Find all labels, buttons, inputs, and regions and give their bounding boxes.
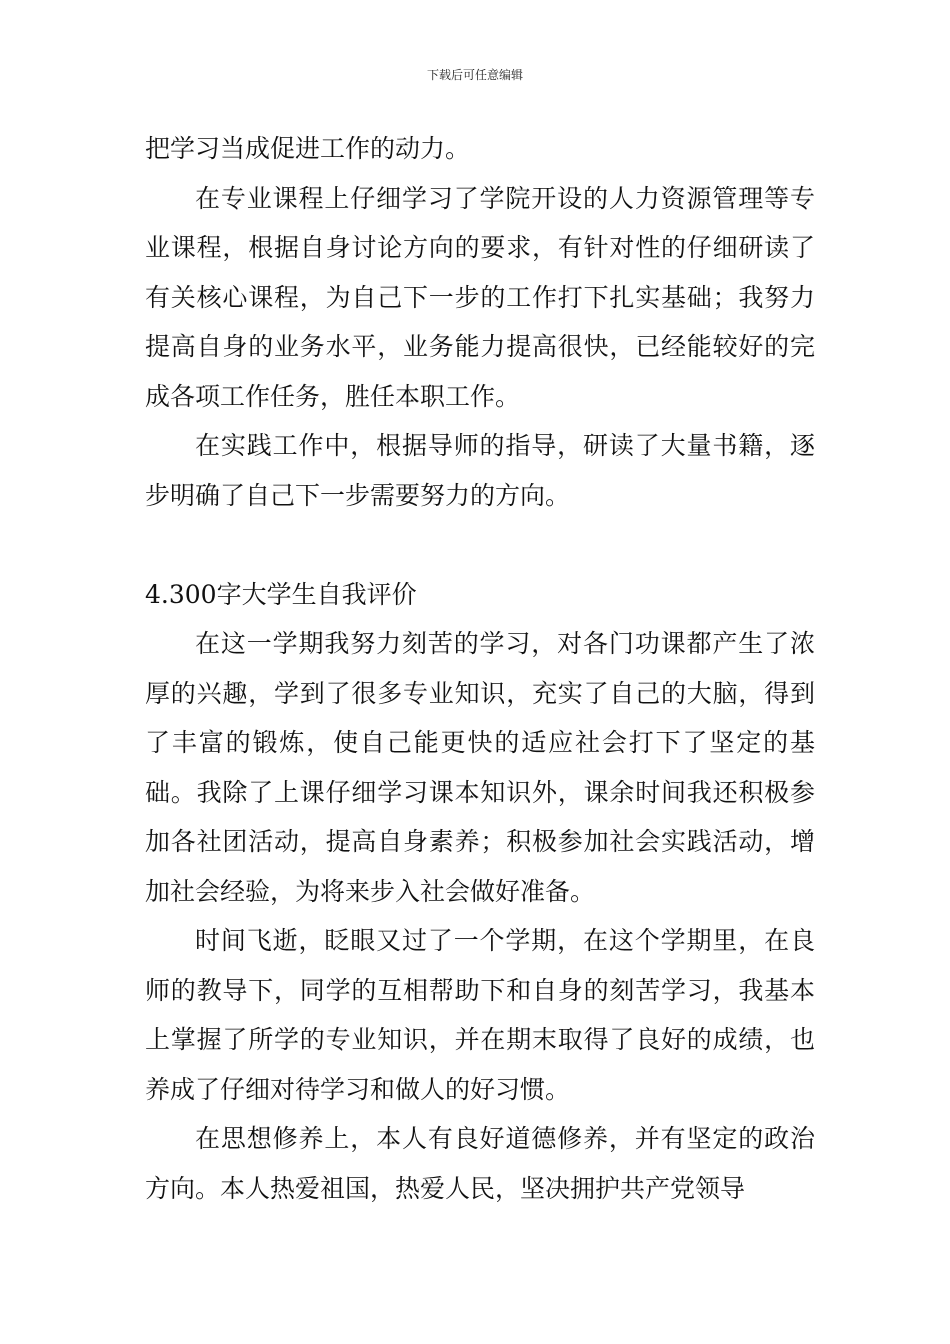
document-body (145, 124, 815, 1213)
page-header: 下载后可任意编辑 (426, 68, 523, 82)
section-spacer (145, 520, 815, 570)
paragraph-ideology: 在思想修养上，本人有良好道德修养，并有坚定的政治方向。本人热爱祖国，热爱人民，坚决拥护共产党领导 (145, 1124, 815, 1203)
paragraph-time-flies: 时间飞逝，眨眼又过了一个学期，在这个学期里，在良师的教导下，同学的互相帮助下和自身的刻苦学习，我基本上掌握了所学的专业知识，并在期末取得了良好的成绩，也养成了仔细对待学习和做人的好习惯。 (145, 926, 815, 1104)
section-heading: 4.300字大学生自我评价 (145, 579, 417, 609)
paragraph-professional-courses: 在专业课程上仔细学习了学院开设的人力资源管理等专业课程，根据自身讨论方向的要求，有针对性的仔细研读了有关核心课程，为自己下一步的工作打下扎实基础；我努力提高自身的业务水平，业务能力提高很快，已经能较好的完成各项工作任务，胜任本职工作。 (145, 183, 815, 411)
paragraph-semester-study: 在这一学期我努力刻苦的学习，对各门功课都产生了浓厚的兴趣，学到了很多专业知识，充实了自己的大脑，得到了丰富的锻炼，使自己能更快的适应社会打下了坚定的基础。我除了上课仔细学习课本知识外，课余时间我还积极参加各社团活动，提高自身素养；积极参加社会实践活动，增加社会经验，为将来步入社会做好准备。 (145, 629, 815, 906)
paragraph-continuation: 把学习当成促进工作的动力。 (145, 134, 471, 163)
paragraph-practice-work: 在实践工作中，根据导师的指导，研读了大量书籍，逐步明确了自己下一步需要努力的方向。 (145, 431, 815, 510)
